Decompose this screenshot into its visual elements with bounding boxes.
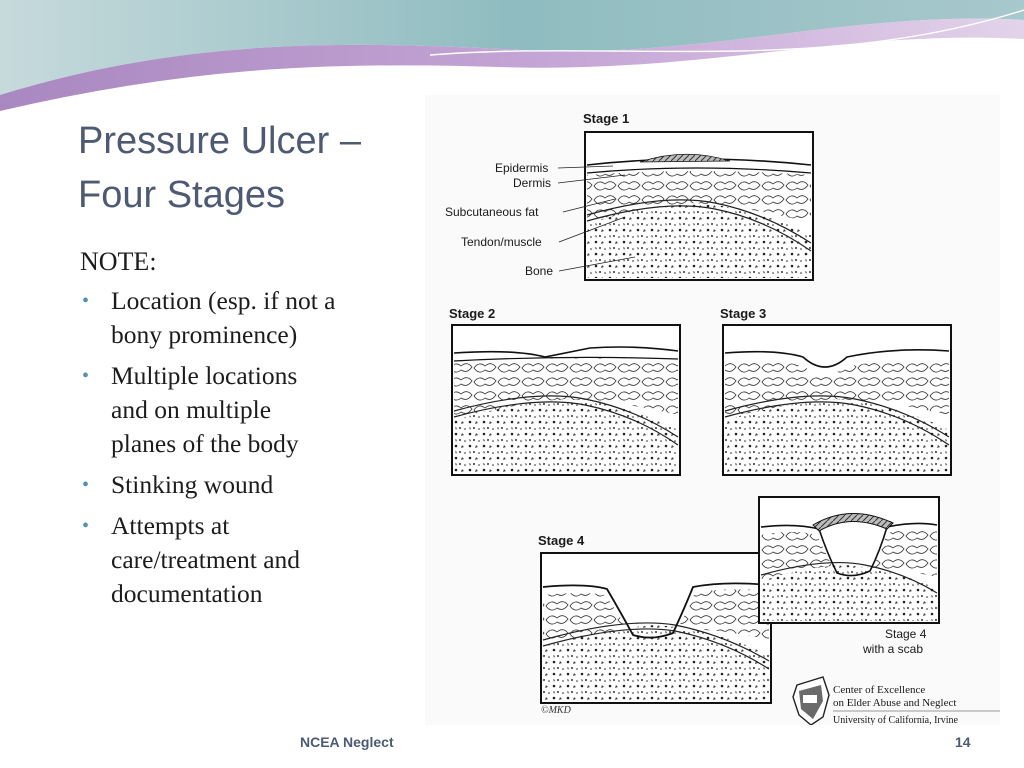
label-stage-2: Stage 2 (449, 306, 496, 321)
slide-body (80, 244, 400, 618)
artist-signature: ©MKD (541, 705, 571, 716)
label-epidermis: Epidermis (495, 161, 549, 175)
bullet-line: and on multiple (111, 395, 272, 424)
bullet-line: • Attempts at (111, 511, 230, 540)
panel-stage-3 (723, 325, 951, 475)
label-bone: Bone (525, 264, 554, 278)
note-label: NOTE: (80, 247, 157, 276)
bullet-line: • Stinking wound (111, 470, 274, 499)
label-stage-4-scab-line-2: with a scab (863, 642, 924, 656)
bullet-line: • Multiple locations (111, 361, 298, 390)
label-dermis: Dermis (513, 176, 551, 190)
slide-title (78, 114, 408, 222)
bullet-item-attempts (80, 509, 400, 611)
label-stage-3: Stage 3 (720, 306, 767, 321)
panel-stage-4-scab (759, 497, 939, 623)
panel-stage-1 (585, 132, 813, 280)
bullet-item-location (80, 284, 400, 352)
bullet-line: documentation (111, 579, 263, 608)
panel-stage-4 (541, 553, 771, 703)
bullet-line: • Location (esp. if not a (111, 286, 336, 315)
bullet-item-stinking-wound (80, 468, 400, 502)
logo-line-3: University of California, Irvine (833, 715, 958, 725)
logo-line-2: on Elder Abuse and Neglect (833, 697, 957, 709)
footer-text: NCEA Neglect (300, 734, 394, 750)
label-stage-1: Stage 1 (583, 111, 630, 126)
label-stage-4-scab-line-1: Stage 4 (885, 627, 927, 641)
label-tendon-muscle: Tendon/muscle (461, 235, 542, 249)
logo-line-1: Center of Excellence (833, 684, 926, 696)
panel-stage-2 (452, 325, 680, 475)
bullet-list (80, 284, 400, 611)
pressure-ulcer-stages-illustration (425, 95, 1000, 725)
bullet-line: care/treatment and (111, 545, 301, 574)
page-number: 14 (955, 734, 971, 750)
bullet-line: bony prominence) (111, 320, 298, 349)
title-line-1: Pressure Ulcer – (78, 120, 361, 162)
bullet-line: planes of the body (111, 429, 299, 458)
label-stage-4: Stage 4 (538, 533, 585, 548)
label-subcutaneous-fat: Subcutaneous fat (445, 205, 539, 219)
title-line-2: Four Stages (78, 174, 285, 216)
bullet-item-multiple-locations (80, 359, 400, 461)
